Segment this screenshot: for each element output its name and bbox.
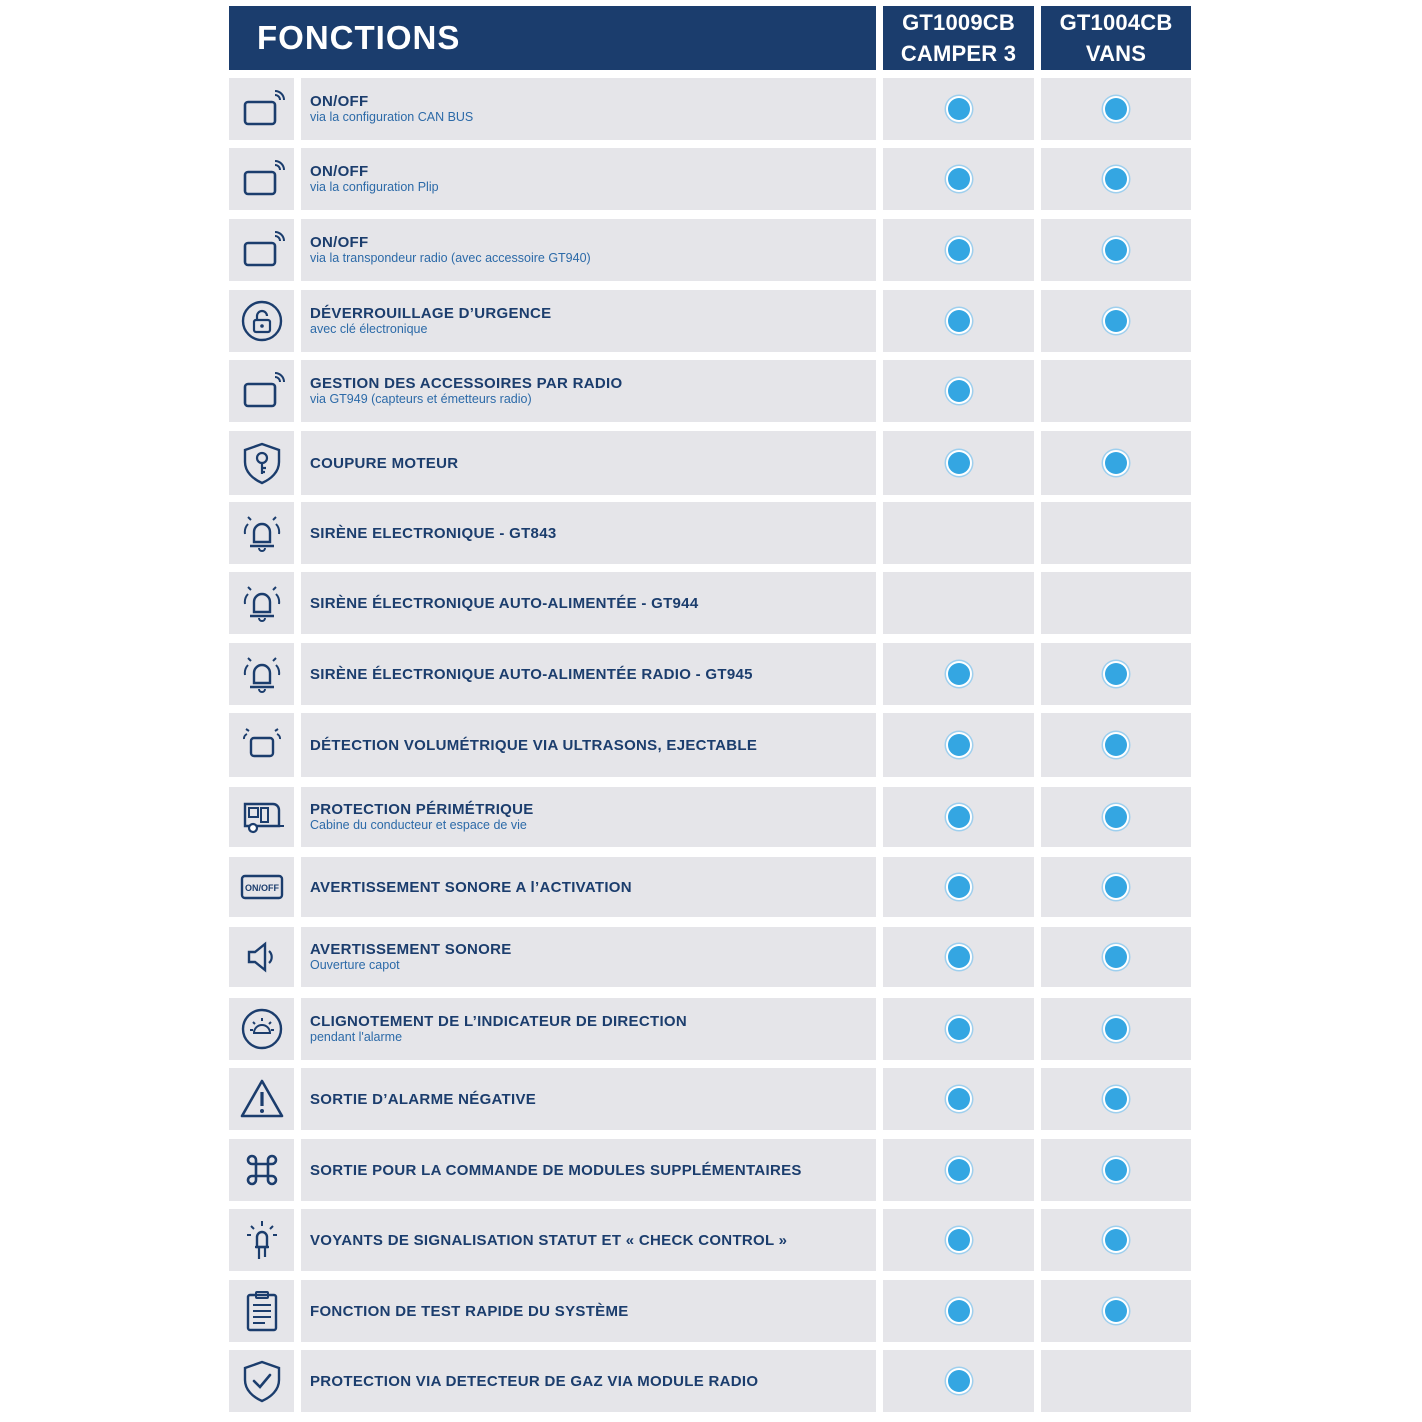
availability-cell-gt1004cb bbox=[1041, 1068, 1191, 1130]
availability-cell-gt1009cb bbox=[883, 431, 1034, 495]
row-icon-cell bbox=[229, 927, 294, 987]
remote-icon bbox=[239, 156, 285, 202]
feature-title: ON/OFF bbox=[310, 163, 369, 180]
availability-cell-gt1009cb bbox=[883, 1139, 1034, 1201]
row-label-cell bbox=[301, 1280, 876, 1342]
availability-dot bbox=[1105, 239, 1127, 261]
availability-cell-gt1004cb bbox=[1041, 857, 1191, 917]
header-model-gt1009cb bbox=[883, 6, 1034, 70]
availability-cell-gt1009cb bbox=[883, 502, 1034, 564]
availability-dot bbox=[1105, 876, 1127, 898]
warning-icon bbox=[239, 1076, 285, 1122]
row-label-cell bbox=[301, 1350, 876, 1412]
availability-cell-gt1009cb bbox=[883, 713, 1034, 777]
feature-subtitle: via la configuration CAN BUS bbox=[310, 110, 474, 124]
row-icon-cell bbox=[229, 78, 294, 140]
row-icon-cell bbox=[229, 643, 294, 705]
availability-cell-gt1009cb bbox=[883, 78, 1034, 140]
row-icon-cell bbox=[229, 219, 294, 281]
availability-cell-gt1004cb bbox=[1041, 290, 1191, 352]
feature-subtitle: Ouverture capot bbox=[310, 958, 400, 972]
header-title: FONCTIONS bbox=[257, 19, 461, 56]
availability-dot bbox=[948, 876, 970, 898]
header-model-gt1004cb bbox=[1041, 6, 1191, 70]
availability-dot bbox=[1105, 1300, 1127, 1322]
row-icon-cell bbox=[229, 572, 294, 634]
row-label-cell bbox=[301, 927, 876, 987]
availability-cell-gt1009cb bbox=[883, 643, 1034, 705]
row-icon-cell bbox=[229, 290, 294, 352]
availability-dot bbox=[948, 1370, 970, 1392]
row-label-cell bbox=[301, 1068, 876, 1130]
availability-dot bbox=[948, 1300, 970, 1322]
availability-dot bbox=[1105, 734, 1127, 756]
availability-cell-gt1004cb bbox=[1041, 431, 1191, 495]
availability-dot bbox=[948, 806, 970, 828]
availability-cell-gt1004cb bbox=[1041, 219, 1191, 281]
feature-title: SIRÈNE ÉLECTRONIQUE AUTO-ALIMENTÉE - GT944 bbox=[310, 594, 699, 612]
availability-cell-gt1004cb bbox=[1041, 1350, 1191, 1412]
feature-subtitle: via GT949 (capteurs et émetteurs radio) bbox=[310, 392, 532, 406]
siren-icon bbox=[239, 651, 285, 697]
header-col1-line1: GT1009CB bbox=[902, 10, 1015, 35]
feature-title: GESTION DES ACCESSOIRES PAR RADIO bbox=[310, 375, 623, 392]
availability-dot bbox=[1105, 1088, 1127, 1110]
row-label-cell bbox=[301, 787, 876, 847]
feature-title: DÉVERROUILLAGE D’URGENCE bbox=[310, 305, 552, 322]
row-label-cell bbox=[301, 290, 876, 352]
availability-dot bbox=[1105, 310, 1127, 332]
siren-icon bbox=[239, 510, 285, 556]
availability-cell-gt1009cb bbox=[883, 1350, 1034, 1412]
row-icon-cell bbox=[229, 1280, 294, 1342]
row-label-cell bbox=[301, 857, 876, 917]
availability-cell-gt1009cb bbox=[883, 927, 1034, 987]
availability-dot bbox=[1105, 168, 1127, 190]
availability-cell-gt1004cb bbox=[1041, 1280, 1191, 1342]
availability-cell-gt1009cb bbox=[883, 572, 1034, 634]
shield-check-icon bbox=[239, 1358, 285, 1404]
availability-cell-gt1004cb bbox=[1041, 148, 1191, 210]
feature-subtitle: pendant l'alarme bbox=[310, 1030, 403, 1044]
remote-icon bbox=[239, 368, 285, 414]
availability-cell-gt1004cb bbox=[1041, 572, 1191, 634]
feature-subtitle: via la transpondeur radio (avec accessoire GT940) bbox=[310, 251, 591, 265]
availability-cell-gt1004cb bbox=[1041, 787, 1191, 847]
feature-title: SORTIE POUR LA COMMANDE DE MODULES SUPPLÉMENTAIRES bbox=[310, 1161, 802, 1179]
availability-dot bbox=[948, 452, 970, 474]
availability-cell-gt1009cb bbox=[883, 857, 1034, 917]
availability-cell-gt1009cb bbox=[883, 290, 1034, 352]
feature-title: COUPURE MOTEUR bbox=[310, 454, 459, 472]
availability-dot bbox=[948, 734, 970, 756]
availability-cell-gt1004cb bbox=[1041, 360, 1191, 422]
indicator-icon bbox=[239, 1006, 285, 1052]
ultrasound-icon bbox=[239, 722, 285, 768]
availability-cell-gt1004cb bbox=[1041, 78, 1191, 140]
feature-title: SORTIE D’ALARME NÉGATIVE bbox=[310, 1090, 537, 1108]
row-icon-cell bbox=[229, 1068, 294, 1130]
availability-dot bbox=[948, 310, 970, 332]
row-label-cell bbox=[301, 713, 876, 777]
feature-title: ON/OFF bbox=[310, 93, 369, 110]
feature-title: PROTECTION VIA DETECTEUR DE GAZ VIA MODULE RADIO bbox=[310, 1372, 759, 1390]
row-label-cell bbox=[301, 431, 876, 495]
availability-dot bbox=[1105, 1159, 1127, 1181]
feature-title: SIRÈNE ÉLECTRONIQUE AUTO-ALIMENTÉE RADIO - GT945 bbox=[310, 665, 753, 683]
row-label-cell bbox=[301, 643, 876, 705]
row-icon-cell bbox=[229, 431, 294, 495]
availability-dot bbox=[948, 239, 970, 261]
row-label-cell bbox=[301, 360, 876, 422]
availability-dot bbox=[1105, 806, 1127, 828]
availability-cell-gt1009cb bbox=[883, 787, 1034, 847]
siren-icon bbox=[239, 580, 285, 626]
row-label-cell bbox=[301, 148, 876, 210]
row-icon-cell bbox=[229, 1139, 294, 1201]
availability-dot bbox=[948, 1018, 970, 1040]
unlock-icon bbox=[239, 298, 285, 344]
row-label-cell bbox=[301, 502, 876, 564]
row-label-cell bbox=[301, 1209, 876, 1271]
availability-cell-gt1004cb bbox=[1041, 502, 1191, 564]
availability-dot bbox=[948, 98, 970, 120]
row-label-cell bbox=[301, 219, 876, 281]
row-label-cell bbox=[301, 1139, 876, 1201]
availability-cell-gt1009cb bbox=[883, 148, 1034, 210]
availability-dot bbox=[948, 380, 970, 402]
feature-title: SIRÈNE ELECTRONIQUE - GT843 bbox=[310, 524, 557, 542]
availability-cell-gt1009cb bbox=[883, 1280, 1034, 1342]
availability-cell-gt1004cb bbox=[1041, 643, 1191, 705]
feature-title: VOYANTS DE SIGNALISATION STATUT ET « CHECK CONTROL » bbox=[310, 1231, 788, 1249]
speaker-icon bbox=[239, 934, 285, 980]
availability-dot bbox=[1105, 946, 1127, 968]
availability-dot bbox=[948, 1088, 970, 1110]
row-icon-cell bbox=[229, 857, 294, 917]
availability-dot bbox=[1105, 1018, 1127, 1040]
availability-dot bbox=[1105, 98, 1127, 120]
availability-cell-gt1009cb bbox=[883, 998, 1034, 1060]
camper-icon bbox=[239, 794, 285, 840]
availability-cell-gt1009cb bbox=[883, 1209, 1034, 1271]
availability-dot bbox=[948, 946, 970, 968]
feature-title: CLIGNOTEMENT DE L’INDICATEUR DE DIRECTION bbox=[310, 1013, 688, 1030]
row-icon-cell bbox=[229, 1350, 294, 1412]
availability-dot bbox=[1105, 1229, 1127, 1251]
row-icon-cell bbox=[229, 502, 294, 564]
row-icon-cell bbox=[229, 360, 294, 422]
feature-title: AVERTISSEMENT SONORE A l’ACTIVATION bbox=[310, 878, 632, 896]
clipboard-icon bbox=[239, 1288, 285, 1334]
row-icon-cell bbox=[229, 998, 294, 1060]
availability-dot bbox=[948, 168, 970, 190]
header-col2-line1: GT1004CB bbox=[1059, 10, 1173, 35]
availability-dot bbox=[948, 1159, 970, 1181]
availability-dot bbox=[948, 1229, 970, 1251]
led-icon bbox=[239, 1217, 285, 1263]
row-label-cell bbox=[301, 572, 876, 634]
command-icon bbox=[239, 1147, 285, 1193]
onoff-icon bbox=[239, 864, 285, 910]
availability-cell-gt1009cb bbox=[883, 1068, 1034, 1130]
feature-title: AVERTISSEMENT SONORE bbox=[310, 941, 512, 958]
svg-text:ON/OFF: ON/OFF bbox=[244, 883, 279, 893]
feature-title: PROTECTION PÉRIMÉTRIQUE bbox=[310, 801, 534, 818]
feature-title: DÉTECTION VOLUMÉTRIQUE VIA ULTRASONS, EJECTABLE bbox=[310, 736, 758, 754]
row-label-cell bbox=[301, 78, 876, 140]
availability-cell-gt1009cb bbox=[883, 360, 1034, 422]
row-icon-cell bbox=[229, 1209, 294, 1271]
remote-icon bbox=[239, 227, 285, 273]
row-icon-cell bbox=[229, 787, 294, 847]
row-icon-cell bbox=[229, 148, 294, 210]
availability-cell-gt1009cb bbox=[883, 219, 1034, 281]
header-col1-line2: CAMPER 3 bbox=[900, 41, 1017, 66]
feature-subtitle: Cabine du conducteur et espace de vie bbox=[310, 818, 527, 832]
availability-cell-gt1004cb bbox=[1041, 1209, 1191, 1271]
header-functions bbox=[229, 6, 876, 70]
availability-cell-gt1004cb bbox=[1041, 1139, 1191, 1201]
feature-title: ON/OFF bbox=[310, 234, 369, 251]
availability-cell-gt1004cb bbox=[1041, 713, 1191, 777]
availability-cell-gt1004cb bbox=[1041, 927, 1191, 987]
feature-subtitle: avec clé électronique bbox=[310, 322, 428, 336]
row-label-cell bbox=[301, 998, 876, 1060]
feature-subtitle: via la configuration Plip bbox=[310, 180, 439, 194]
row-icon-cell bbox=[229, 713, 294, 777]
availability-cell-gt1004cb bbox=[1041, 998, 1191, 1060]
header-col2-line2: VANS bbox=[1085, 41, 1147, 66]
availability-dot bbox=[1105, 663, 1127, 685]
shield-key-icon bbox=[239, 440, 285, 486]
feature-title: FONCTION DE TEST RAPIDE DU SYSTÈME bbox=[310, 1302, 629, 1320]
availability-dot bbox=[1105, 452, 1127, 474]
availability-dot bbox=[948, 663, 970, 685]
remote-icon bbox=[239, 86, 285, 132]
